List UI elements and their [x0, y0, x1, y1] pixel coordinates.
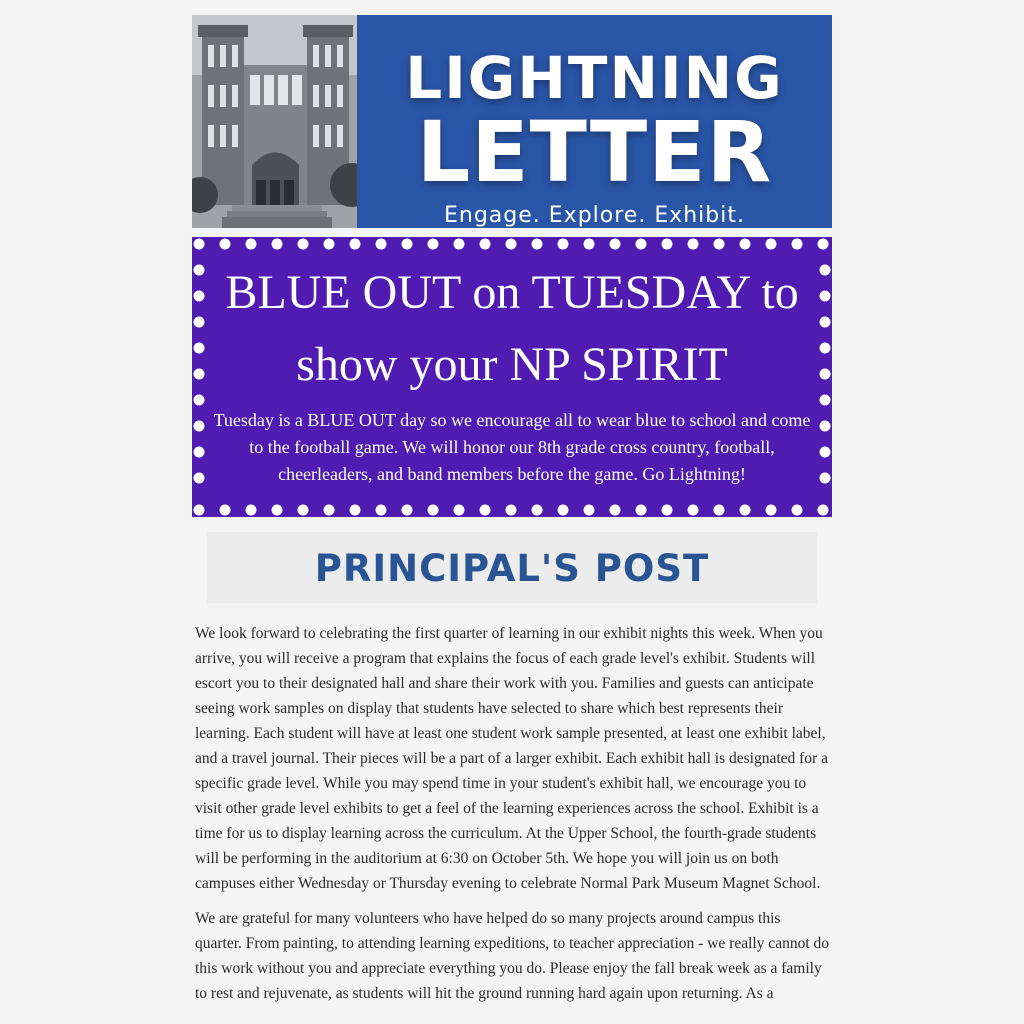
border-dot — [558, 505, 569, 516]
border-dot — [194, 395, 205, 406]
border-dot — [820, 395, 831, 406]
border-dot — [636, 505, 647, 516]
border-dot — [194, 505, 205, 516]
newsletter-banner — [192, 15, 832, 228]
border-dot — [610, 239, 621, 250]
border-dot — [454, 505, 465, 516]
border-dot — [402, 239, 413, 250]
border-dot — [194, 291, 205, 302]
border-dot — [818, 505, 829, 516]
border-dot — [428, 239, 439, 250]
border-dot — [220, 505, 231, 516]
border-dot — [766, 505, 777, 516]
banner-title-line2: LETTER — [416, 103, 773, 201]
border-dot — [376, 505, 387, 516]
border-dot — [636, 239, 647, 250]
border-dot — [610, 505, 621, 516]
border-dot — [740, 505, 751, 516]
border-dot — [532, 239, 543, 250]
border-dot — [194, 265, 205, 276]
border-dot — [506, 239, 517, 250]
border-dot — [820, 421, 831, 432]
border-dot — [818, 239, 829, 250]
border-dot — [820, 447, 831, 458]
border-dot — [194, 447, 205, 458]
border-dot — [820, 473, 831, 484]
border-dot — [246, 505, 257, 516]
border-dot — [480, 505, 491, 516]
border-dot — [766, 239, 777, 250]
border-dot — [506, 505, 517, 516]
border-dot — [246, 239, 257, 250]
border-dot — [298, 239, 309, 250]
announcement-body: Tuesday is a BLUE OUT day so we encourage all to wear blue to school and come to the football game. We will honor our 8th grade cross country, football, cheerleaders, and band members before the game. Go Lightning! — [213, 410, 811, 484]
blue-out-announcement — [192, 237, 832, 517]
border-dot — [662, 239, 673, 250]
post-paragraph: We are grateful for many volunteers who have helped do so many projects around campus this quarter. From painting, to attending learning expeditions, to teacher appreciation - we really cannot do this work without you and appreciate everything you do. Please enjoy the fall break week as a family to rest and rejuvenate, as students will hit the ground running hard again upon returning. As a — [195, 910, 830, 1002]
announcement-heading: BLUE OUT on TUESDAY to show your NP SPIRIT — [225, 266, 799, 391]
border-dot — [402, 505, 413, 516]
border-dot — [714, 505, 725, 516]
border-dot — [298, 505, 309, 516]
border-dot — [584, 505, 595, 516]
border-dot — [350, 505, 361, 516]
border-dot — [194, 239, 205, 250]
banner-title-line1: LIGHTNING — [405, 44, 784, 112]
border-dot — [194, 317, 205, 328]
banner-tagline: Engage. Explore. Exhibit. — [444, 203, 745, 228]
border-dot — [350, 239, 361, 250]
border-dot — [584, 239, 595, 250]
border-dot — [428, 505, 439, 516]
border-dot — [194, 473, 205, 484]
border-dot — [820, 291, 831, 302]
border-dot — [820, 317, 831, 328]
border-dot — [194, 369, 205, 380]
border-dot — [272, 239, 283, 250]
border-dot — [792, 505, 803, 516]
principals-post-title: PRINCIPAL'S POST — [314, 547, 710, 590]
school-building-photo — [192, 15, 357, 228]
principals-post-body — [195, 621, 831, 1016]
principals-post-header — [207, 532, 817, 603]
border-dot — [194, 343, 205, 354]
border-dot — [820, 343, 831, 354]
border-dot — [220, 239, 231, 250]
border-dot — [194, 421, 205, 432]
border-dot — [558, 239, 569, 250]
post-paragraph: We look forward to celebrating the first quarter of learning in our exhibit nights this week. When you arrive, you will receive a program that explains the focus of each grade level's exhibit. Students will escort you to their designated hall and share their work with you. Families and guests can anticipate seeing work samples on display that students have selected to share which best represents their learning. Each student will have at least one student work sample presented, at least one exhibit label, and a travel journal. Their pieces will be a part of a larger exhibit. Each exhibit hall is designated for a specific grade level. While you may spend time in your student's exhibit hall, we encourage you to visit other grade level exhibits to get a feel of the learning experiences across the school. Exhibit is a time for us to display learning across the curriculum. At the Upper School, the fourth-grade students will be performing in the auditorium at 6:30 on October 5th. We hope you will join us on both campuses either Wednesday or Thursday evening to celebrate Normal Park Museum Magnet School. — [195, 625, 828, 892]
border-dot — [324, 239, 335, 250]
border-dot — [454, 239, 465, 250]
border-dot — [272, 505, 283, 516]
border-dot — [820, 369, 831, 380]
border-dot — [688, 239, 699, 250]
border-dot — [662, 505, 673, 516]
border-dot — [324, 505, 335, 516]
border-dot — [532, 505, 543, 516]
border-dot — [480, 239, 491, 250]
border-dot — [688, 505, 699, 516]
border-dot — [714, 239, 725, 250]
border-dot — [376, 239, 387, 250]
border-dot — [792, 239, 803, 250]
border-dot — [820, 265, 831, 276]
border-dot — [740, 239, 751, 250]
